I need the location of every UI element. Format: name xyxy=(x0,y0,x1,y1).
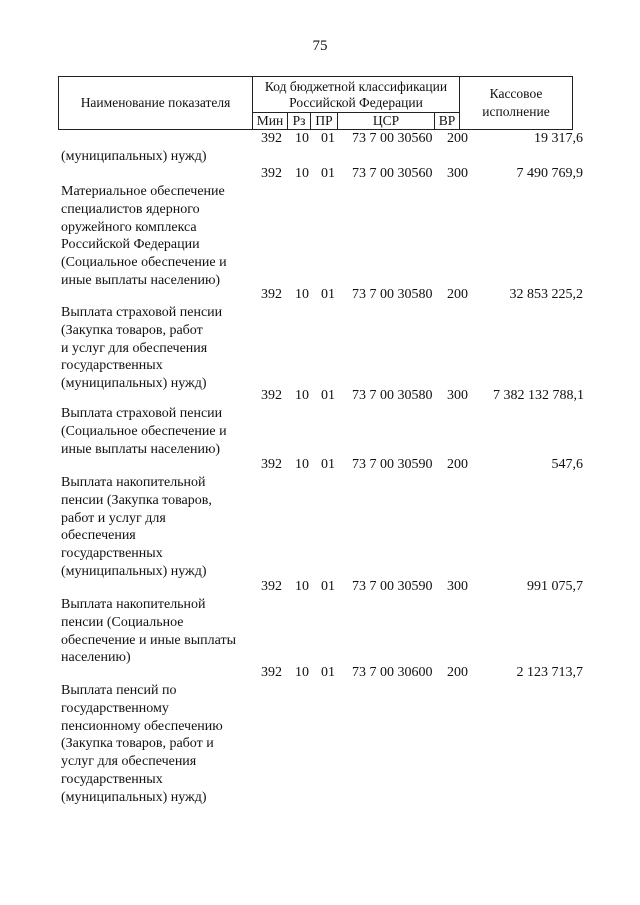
row-amount: 19 317,6 xyxy=(534,131,583,147)
header-min: Мин xyxy=(253,113,288,130)
row-min: 392 xyxy=(261,579,282,595)
row-name: (муниципальных) нужд) xyxy=(61,149,207,164)
row-amount: 547,6 xyxy=(551,457,583,473)
row-name: Выплата страховой пенсии (Социальное обеспечение и иные выплаты населению) xyxy=(61,406,227,457)
row-vr: 200 xyxy=(447,131,468,147)
row-pr: 01 xyxy=(321,457,335,473)
header-name-label: Наименование показателя xyxy=(80,95,231,110)
row-rz: 10 xyxy=(295,287,309,303)
row-rz: 10 xyxy=(295,457,309,473)
row-csr: 73 7 00 30580 xyxy=(352,287,433,303)
row-amount: 7 490 769,9 xyxy=(516,166,583,182)
row-csr: 73 7 00 30560 xyxy=(352,131,433,147)
row-amount: 991 075,7 xyxy=(527,579,583,595)
row-name: Материальное обеспечение специалистов ядерного оружейного комплекса Российской Федерации (Социальное обеспечение и иные выплаты населению) xyxy=(61,184,227,288)
header-amount-line1: Кассовое xyxy=(489,86,543,101)
row-name: Выплата страховой пенсии (Закупка товаров, работ и услуг для обеспечения государственных (муниципальных) нужд) xyxy=(61,305,223,392)
row-min: 392 xyxy=(261,665,282,681)
row-min: 392 xyxy=(261,388,282,404)
header-csr: ЦСР xyxy=(338,113,435,130)
row-amount: 32 853 225,2 xyxy=(509,287,583,303)
header-code-line1: Код бюджетной классификации xyxy=(264,78,448,94)
row-pr: 01 xyxy=(321,665,335,681)
row-csr: 73 7 00 30580 xyxy=(352,388,433,404)
header-vr: ВР xyxy=(435,113,460,130)
row-pr: 01 xyxy=(321,579,335,595)
row-rz: 10 xyxy=(295,131,309,147)
row-pr: 01 xyxy=(321,388,335,404)
row-amount: 7 382 132 788,1 xyxy=(493,388,584,404)
row-rz: 10 xyxy=(295,166,309,182)
header-code-line2: Российской Федерации xyxy=(289,94,423,110)
row-min: 392 xyxy=(261,457,282,473)
row-pr: 01 xyxy=(321,287,335,303)
row-vr: 300 xyxy=(447,166,468,182)
row-name: Выплата накопительной пенсии (Закупка товаров, работ и услуг для обеспечения государственных (муниципальных) нужд) xyxy=(61,475,212,579)
row-rz: 10 xyxy=(295,579,309,595)
row-vr: 300 xyxy=(447,579,468,595)
row-csr: 73 7 00 30590 xyxy=(352,579,433,595)
row-csr: 73 7 00 30600 xyxy=(352,665,433,681)
row-vr: 200 xyxy=(447,287,468,303)
page-number: 75 xyxy=(312,38,328,54)
row-vr: 200 xyxy=(447,665,468,681)
row-vr: 300 xyxy=(447,388,468,404)
row-rz: 10 xyxy=(295,388,309,404)
row-min: 392 xyxy=(261,131,282,147)
row-min: 392 xyxy=(261,166,282,182)
row-csr: 73 7 00 30590 xyxy=(352,457,433,473)
row-amount: 2 123 713,7 xyxy=(516,665,583,681)
header-rz: Рз xyxy=(288,113,311,130)
row-pr: 01 xyxy=(321,166,335,182)
row-csr: 73 7 00 30560 xyxy=(352,166,433,182)
header-amount-line2: исполнение xyxy=(482,104,550,119)
row-name: Выплата пенсий по государственному пенсионному обеспечению (Закупка товаров, работ и услуг для обеспечения государственных (муниципальных) нужд) xyxy=(61,683,223,805)
row-rz: 10 xyxy=(295,665,309,681)
row-pr: 01 xyxy=(321,131,335,147)
row-min: 392 xyxy=(261,287,282,303)
row-name: Выплата накопительной пенсии (Социальное обеспечение и иные выплаты населению) xyxy=(61,597,236,666)
header-pr: ПР xyxy=(311,113,338,130)
row-vr: 200 xyxy=(447,457,468,473)
